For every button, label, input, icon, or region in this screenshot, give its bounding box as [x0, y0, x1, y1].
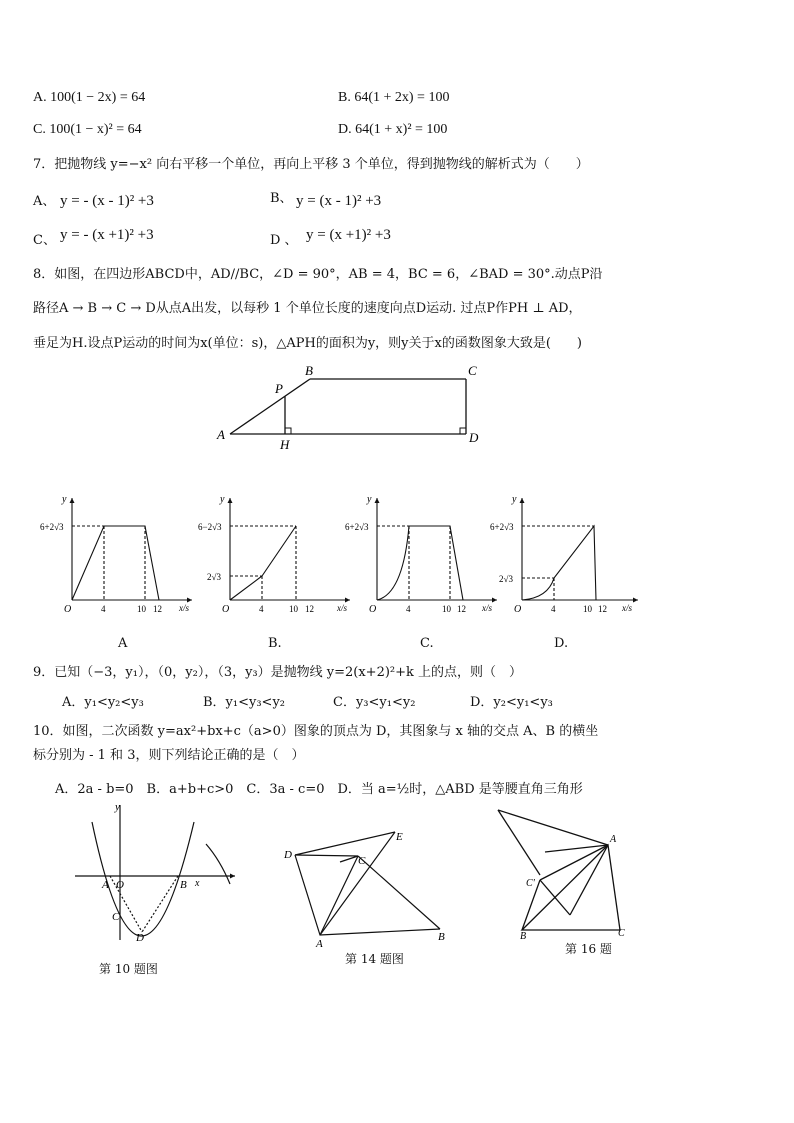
origin: O	[514, 604, 522, 615]
label-b: B	[438, 931, 445, 943]
q7-label-a: A、	[33, 194, 56, 209]
tick-10: 10	[583, 604, 592, 614]
figure-10	[70, 800, 250, 950]
label-a: A	[610, 834, 617, 845]
q6-option-a: A. 100(1 − 2x) = 64	[33, 90, 146, 105]
tick-12: 12	[153, 604, 162, 614]
q7-option-d: y = (x +1)² +3	[306, 227, 391, 243]
label-e: E	[396, 831, 403, 843]
graph-option-c: C.	[420, 636, 434, 651]
caption-16: 第 16 题	[565, 942, 612, 956]
label-c-prime: C'	[526, 878, 535, 889]
tick-10: 10	[442, 604, 451, 614]
q8-line2: 路径A → B → C → D从点A出发，以每秒 1 个单位长度的速度向点D运动. 过点P作PH ⊥ AD，	[33, 301, 582, 316]
q7-stem: 7．把抛物线 y=−x² 向右平移一个单位，再向上平移 3 个单位，得到抛物线的解析式为（ ）	[33, 157, 589, 172]
y-label: y	[367, 494, 372, 505]
label-o: O	[116, 879, 124, 891]
label-y: y	[115, 801, 120, 813]
q8-line1: 8．如图，在四边形ABCD中，AD//BC，∠D = 90°，AB = 4，BC = 6，∠BAD = 30°.动点P沿	[33, 267, 603, 282]
q10-line2: 标分别为 - 1 和 3，则下列结论正确的是（ ）	[33, 748, 305, 763]
tick-mid: 2√3	[207, 572, 221, 582]
tick-4: 4	[259, 604, 264, 614]
tick-4: 4	[101, 604, 106, 614]
origin: O	[222, 604, 230, 615]
x-label: x/s	[622, 603, 632, 613]
q9-stem: 9．已知（−3，y₁），（0，y₂），（3，y₃）是抛物线 y=2(x+2)²+k 上的点，则（ ）	[33, 665, 523, 680]
graph-a	[40, 490, 200, 615]
graph-d	[490, 490, 650, 615]
label-b: B	[180, 879, 187, 891]
caption-10: 第 10 题图	[99, 962, 158, 976]
graph-c	[345, 490, 505, 615]
graph-option-d: D.	[554, 636, 569, 651]
q9-option-a: A．y₁<y₂<y₃	[62, 695, 144, 710]
tick-mid: 2√3	[499, 574, 513, 584]
graph-option-b: B.	[268, 636, 282, 651]
q9-option-d: D．y₂<y₁<y₃	[470, 695, 553, 710]
q7-option-b: y = (x - 1)² +3	[296, 193, 382, 209]
x-label: x/s	[337, 603, 347, 613]
q9-option-b: B．y₁<y₃<y₂	[203, 695, 286, 710]
y-label: y	[512, 494, 517, 505]
q10-line1: 10．如图，二次函数 y=ax²+bx+c（a>0）图象的顶点为 D，其图象与 x 轴的交点 A、B 的横坐	[33, 724, 599, 739]
label-a: A	[217, 427, 225, 442]
label-d: D	[284, 849, 292, 861]
q7-option-a: y = - (x - 1)² +3	[60, 193, 154, 209]
tick-top: 6+2√3	[490, 522, 514, 532]
tick-12: 12	[305, 604, 314, 614]
label-a: A	[102, 879, 109, 891]
x-label: x/s	[482, 603, 492, 613]
graph-option-a: A	[118, 636, 128, 651]
label-c: C	[468, 363, 477, 378]
label-c: C	[618, 928, 625, 939]
x-label: x/s	[179, 603, 189, 613]
tick-top: 6−2√3	[198, 522, 222, 532]
tick-top: 6+2√3	[40, 522, 64, 532]
q6-option-d: D. 64(1 + x)² = 100	[338, 122, 448, 137]
label-x: x	[195, 878, 200, 889]
label-c: C	[112, 911, 120, 923]
y-label: y	[220, 494, 225, 505]
y-label: y	[62, 494, 67, 505]
label-b: B	[305, 363, 313, 378]
figure-16	[490, 800, 640, 940]
q7-label-c: C、	[33, 233, 56, 248]
origin: O	[64, 604, 72, 615]
tick-top: 6+2√3	[345, 522, 369, 532]
q6-option-c: C. 100(1 − x)² = 64	[33, 122, 142, 137]
caption-14: 第 14 题图	[345, 952, 404, 966]
tick-10: 10	[289, 604, 298, 614]
q8-trapezoid-figure	[210, 360, 500, 455]
origin: O	[369, 604, 377, 615]
graph-b	[198, 490, 358, 615]
tick-4: 4	[551, 604, 556, 614]
q6-option-b: B. 64(1 + 2x) = 100	[338, 90, 450, 105]
label-p: P	[275, 381, 283, 396]
q8-line3: 垂足为H.设点P运动的时间为x(单位：s)，△APH的面积为y，则y关于x的函数图象大致是( )	[33, 336, 582, 351]
label-c: C	[358, 855, 366, 867]
tick-4: 4	[406, 604, 411, 614]
tick-12: 12	[457, 604, 466, 614]
label-h: H	[280, 437, 290, 452]
label-a: A	[316, 938, 323, 950]
label-d: D	[136, 932, 144, 944]
figure-14	[280, 822, 450, 950]
q7-label-b: B、	[270, 191, 293, 206]
q10-options: A．2a - b=0 B．a+b+c>0 C．3a - c=0 D．当 a=½时，△ABD 是等腰直角三角形	[55, 782, 583, 797]
label-b: B	[520, 931, 527, 942]
tick-10: 10	[137, 604, 146, 614]
q7-option-c: y = - (x +1)² +3	[60, 227, 154, 243]
label-d: D	[469, 430, 479, 445]
q7-label-d: D 、	[270, 233, 298, 248]
q9-option-c: C．y₃<y₁<y₂	[333, 695, 416, 710]
tick-12: 12	[598, 604, 607, 614]
